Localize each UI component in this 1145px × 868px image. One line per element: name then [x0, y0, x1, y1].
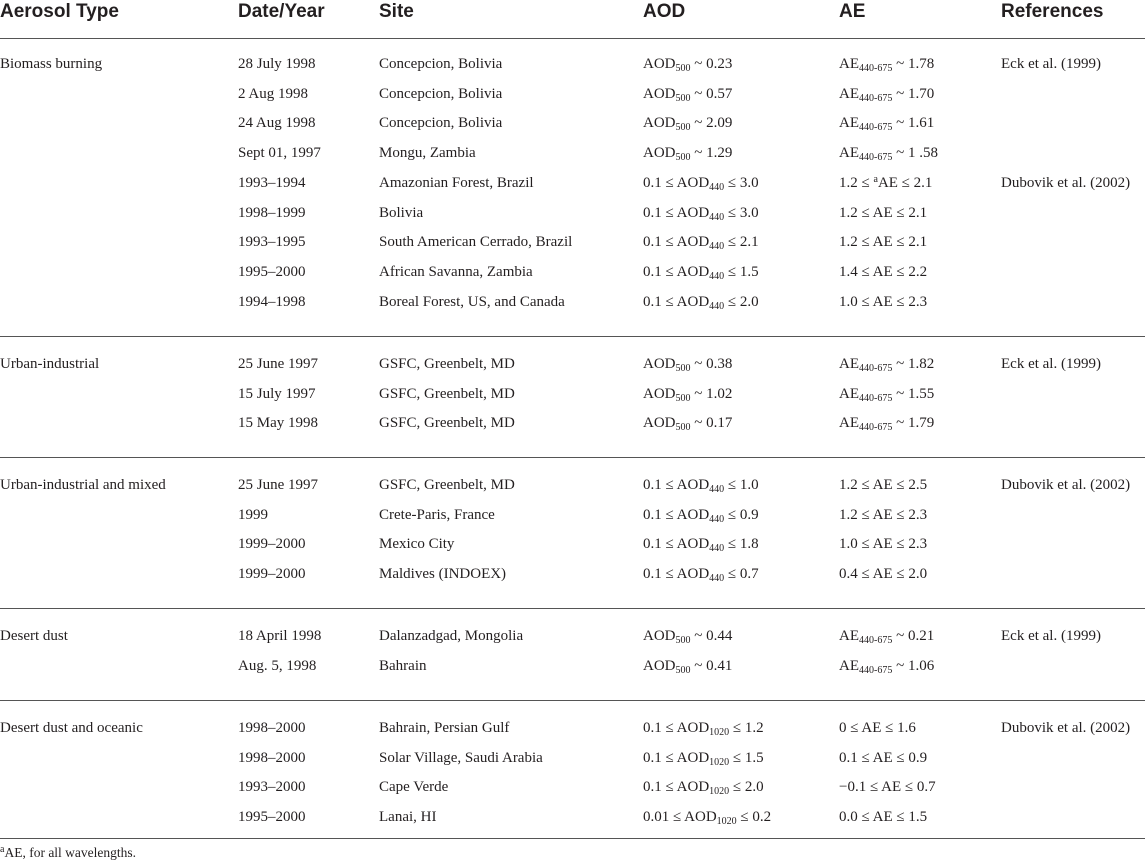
date-cell: 1994–1998: [238, 294, 306, 310]
aod-cell: [643, 808, 771, 826]
ae-cell: [839, 385, 934, 403]
aod-cell-text: AOD: [643, 115, 676, 131]
aod-cell-text-end: ≤ 3.0: [724, 205, 759, 221]
ae-cell: [839, 85, 934, 103]
ae-cell-text: AE: [839, 56, 859, 72]
site-cell: Dalanzadgad, Mongolia: [379, 628, 524, 644]
footnote-mark: a: [0, 844, 5, 855]
site-cell: South American Cerrado, Brazil: [379, 234, 573, 250]
footnote-text: AE, for all wavelengths.: [4, 845, 137, 860]
aod-cell-text: AOD: [643, 56, 676, 72]
ae-cell-text-end: ~ 1.61: [892, 115, 935, 131]
reference-cell: Dubovik et al. (2002): [1001, 720, 1131, 736]
aod-cell-text-end: ≤ 3.0: [724, 175, 759, 191]
aod-cell-subscript: 500: [675, 422, 691, 433]
aod-cell: [643, 355, 732, 373]
aod-cell-text-end: ≤ 0.7: [724, 566, 759, 582]
ae-cell-subscript: 440-675: [859, 363, 893, 374]
aod-cell: [643, 385, 732, 403]
group-divider: [0, 336, 1145, 337]
aod-cell-text: 0.1 ≤ AOD: [643, 536, 710, 552]
site-cell: Bahrain, Persian Gulf: [379, 720, 510, 736]
date-cell: 1995–2000: [238, 809, 306, 825]
date-cell: 1998–2000: [238, 720, 306, 736]
ae-cell-text: AE: [839, 415, 859, 431]
aod-cell: [643, 263, 759, 281]
ae-cell-text: 0 ≤ AE ≤ 1.6: [839, 720, 916, 736]
aod-cell-text-end: ≤ 2.0: [729, 779, 764, 795]
aod-cell: [643, 565, 759, 583]
aod-cell-subscript: 440: [709, 271, 725, 282]
site-cell: Boreal Forest, US, and Canada: [379, 294, 565, 310]
ae-cell-subscript: 440-675: [859, 152, 893, 163]
aod-cell-text-end: ≤ 1.5: [724, 264, 759, 280]
date-cell: 1999: [238, 507, 268, 523]
date-cell: 1993–1995: [238, 234, 306, 250]
ae-cell-text-end: ~ 1.82: [892, 356, 935, 372]
aod-cell: [643, 749, 764, 767]
site-cell: Bolivia: [379, 205, 424, 221]
aod-cell-text-end: ~ 2.09: [690, 115, 733, 131]
aod-cell-text: AOD: [643, 386, 676, 402]
aod-cell: [643, 114, 732, 132]
date-cell: 25 June 1997: [238, 356, 318, 372]
aod-cell-subscript: 440: [709, 301, 725, 312]
aod-cell-text: 0.1 ≤ AOD: [643, 294, 710, 310]
ae-cell: [839, 749, 927, 767]
header-ae: AE: [839, 1, 866, 22]
aod-cell: [643, 719, 764, 737]
site-cell: Bahrain: [379, 658, 427, 674]
ae-cell-text: −0.1 ≤ AE ≤ 0.7: [839, 779, 936, 795]
date-cell: Sept 01, 1997: [238, 145, 321, 161]
ae-cell: [839, 657, 934, 675]
ae-cell-text: 0.4 ≤ AE ≤ 2.0: [839, 566, 928, 582]
ae-cell-text: 1.2 ≤: [839, 175, 874, 191]
site-cell: GSFC, Greenbelt, MD: [379, 356, 515, 372]
aod-cell-subscript: 1020: [709, 786, 730, 797]
ae-cell: [839, 808, 927, 826]
aod-cell-text: AOD: [643, 628, 676, 644]
aerosol-type-label: Urban-industrial and mixed: [0, 477, 166, 493]
date-cell: Aug. 5, 1998: [238, 658, 317, 674]
ae-cell-text-end: ~ 1.70: [892, 86, 935, 102]
aod-cell-text-end: ≤ 1.0: [724, 477, 759, 493]
aerosol-type-label: Urban-industrial: [0, 356, 100, 372]
ae-cell: [839, 627, 934, 645]
ae-cell: [839, 565, 927, 583]
date-cell: 28 July 1998: [238, 56, 316, 72]
aerosol-type-label: Desert dust and oceanic: [0, 720, 143, 736]
aod-cell-subscript: 500: [675, 152, 691, 163]
aod-cell-subscript: 500: [675, 665, 691, 676]
aod-cell: [643, 293, 759, 311]
ae-cell-text: AE: [839, 628, 859, 644]
aod-cell-text-end: ≤ 1.2: [729, 720, 764, 736]
header-site: Site: [379, 1, 414, 22]
site-cell: GSFC, Greenbelt, MD: [379, 386, 515, 402]
date-cell: 24 Aug 1998: [238, 115, 316, 131]
aod-cell-text: 0.1 ≤ AOD: [643, 507, 710, 523]
site-cell: Solar Village, Saudi Arabia: [379, 750, 543, 766]
aod-cell: [643, 627, 732, 645]
aod-cell-text: 0.1 ≤ AOD: [643, 264, 710, 280]
reference-cell: Dubovik et al. (2002): [1001, 175, 1131, 191]
date-cell: 15 July 1997: [238, 386, 316, 402]
site-cell: Lanai, HI: [379, 809, 437, 825]
ae-cell-text: AE: [839, 386, 859, 402]
ae-cell: [839, 719, 916, 737]
reference-cell: Eck et al. (1999): [1001, 628, 1101, 644]
aod-cell-text-end: ~ 1.02: [690, 386, 733, 402]
ae-cell-text-end: ~ 1.78: [892, 56, 935, 72]
aod-cell: [643, 85, 732, 103]
ae-cell-text: 1.4 ≤ AE ≤ 2.2: [839, 264, 928, 280]
ae-cell-text: AE: [839, 86, 859, 102]
aod-cell-text: AOD: [643, 86, 676, 102]
aod-cell: [643, 204, 759, 222]
reference-cell: Dubovik et al. (2002): [1001, 477, 1131, 493]
date-cell: 1998–1999: [238, 205, 306, 221]
aod-cell-text: 0.1 ≤ AOD: [643, 720, 710, 736]
ae-cell: [839, 535, 927, 553]
ae-cell-text: AE: [839, 356, 859, 372]
ae-cell: [839, 293, 927, 311]
group-divider: [0, 608, 1145, 609]
date-cell: 15 May 1998: [238, 415, 318, 431]
header-aerosol-type: Aerosol Type: [0, 1, 119, 22]
aod-cell-text: 0.01 ≤ AOD: [643, 809, 717, 825]
aod-cell-subscript: 500: [675, 122, 691, 133]
ae-cell: [839, 476, 927, 494]
aod-cell-subscript: 440: [709, 514, 725, 525]
aod-cell: [643, 414, 732, 432]
aod-cell-subscript: 500: [675, 93, 691, 104]
aod-cell-subscript: 500: [675, 363, 691, 374]
aod-cell-text: 0.1 ≤ AOD: [643, 477, 710, 493]
site-cell: Maldives (INDOEX): [379, 566, 507, 582]
ae-cell: [839, 174, 932, 192]
ae-cell: [839, 778, 936, 796]
ae-cell: [839, 355, 934, 373]
aod-cell-text-end: ≤ 0.2: [736, 809, 772, 825]
ae-cell-text-end: ~ 1 .58: [892, 145, 938, 161]
ae-cell-text: AE: [839, 145, 859, 161]
ae-cell-subscript: 440-675: [859, 422, 893, 433]
ae-cell-text: 1.2 ≤ AE ≤ 2.1: [839, 234, 928, 250]
aod-cell-text-end: ≤ 0.9: [724, 507, 759, 523]
site-cell: Amazonian Forest, Brazil: [379, 175, 534, 191]
aod-cell-text-end: ~ 0.23: [690, 56, 733, 72]
aod-cell: [643, 55, 732, 73]
date-cell: 2 Aug 1998: [238, 86, 309, 102]
aod-cell-text-end: ~ 0.41: [690, 658, 733, 674]
aerosol-type-label: Biomass burning: [0, 56, 103, 72]
date-cell: 1995–2000: [238, 264, 306, 280]
ae-cell: [839, 144, 938, 162]
aod-cell: [643, 778, 764, 796]
aod-cell-subscript: 500: [675, 635, 691, 646]
date-cell: 1998–2000: [238, 750, 306, 766]
ae-cell-text-end: ~ 1.06: [892, 658, 935, 674]
ae-cell-subscript: 440-675: [859, 635, 893, 646]
aod-cell-text: AOD: [643, 145, 676, 161]
aod-cell-text-end: ~ 0.44: [690, 628, 733, 644]
header-references: References: [1001, 1, 1104, 22]
site-cell: Mexico City: [379, 536, 455, 552]
aod-cell-text: AOD: [643, 356, 676, 372]
ae-cell-text: 1.2 ≤ AE ≤ 2.1: [839, 205, 928, 221]
aod-cell-text-end: ~ 0.17: [690, 415, 733, 431]
reference-cell: Eck et al. (1999): [1001, 356, 1101, 372]
date-cell: 18 April 1998: [238, 628, 322, 644]
ae-cell-text: 1.0 ≤ AE ≤ 2.3: [839, 294, 928, 310]
aod-cell-subscript: 500: [675, 63, 691, 74]
group-divider: [0, 838, 1145, 839]
aod-cell: [643, 233, 759, 251]
aod-cell-text: AOD: [643, 415, 676, 431]
aod-cell-text: 0.1 ≤ AOD: [643, 779, 710, 795]
site-cell: Cape Verde: [379, 779, 449, 795]
ae-cell-text-end: ~ 1.79: [892, 415, 935, 431]
date-cell: 1993–2000: [238, 779, 306, 795]
ae-cell-text: AE: [839, 115, 859, 131]
aod-cell-subscript: 440: [709, 182, 725, 193]
aod-cell-text-end: ≤ 1.5: [729, 750, 764, 766]
site-cell: Crete-Paris, France: [379, 507, 495, 523]
aod-cell-text: 0.1 ≤ AOD: [643, 234, 710, 250]
header-rule: [0, 38, 1145, 39]
aod-cell-subscript: 1020: [709, 757, 730, 768]
ae-cell-text: 1.2 ≤ AE ≤ 2.3: [839, 507, 928, 523]
reference-cell: Eck et al. (1999): [1001, 56, 1101, 72]
date-cell: 1999–2000: [238, 566, 306, 582]
ae-cell-subscript: 440-675: [859, 63, 893, 74]
ae-cell: [839, 204, 927, 222]
aerosol-type-label: Desert dust: [0, 628, 68, 644]
site-cell: Concepcion, Bolivia: [379, 115, 503, 131]
ae-cell-text-end: AE ≤ 2.1: [877, 175, 933, 191]
site-cell: African Savanna, Zambia: [379, 264, 533, 280]
aod-cell-subscript: 500: [675, 393, 691, 404]
ae-cell-text: 0.0 ≤ AE ≤ 1.5: [839, 809, 928, 825]
group-divider: [0, 457, 1145, 458]
site-cell: GSFC, Greenbelt, MD: [379, 477, 515, 493]
aod-cell: [643, 144, 732, 162]
aod-cell-text-end: ≤ 2.0: [724, 294, 759, 310]
aod-cell-text: 0.1 ≤ AOD: [643, 750, 710, 766]
ae-cell: [839, 114, 934, 132]
ae-cell: [839, 233, 927, 251]
aod-cell: [643, 476, 759, 494]
ae-cell-text: 1.2 ≤ AE ≤ 2.5: [839, 477, 928, 493]
aod-cell: [643, 174, 759, 192]
aod-cell-text: AOD: [643, 658, 676, 674]
ae-cell-text-end: ~ 0.21: [892, 628, 935, 644]
aod-cell-subscript: 440: [709, 573, 725, 584]
ae-cell-subscript: 440-675: [859, 122, 893, 133]
site-cell: Concepcion, Bolivia: [379, 86, 503, 102]
aod-cell-text: 0.1 ≤ AOD: [643, 205, 710, 221]
site-cell: Mongu, Zambia: [379, 145, 476, 161]
ae-cell-subscript: 440-675: [859, 665, 893, 676]
ae-cell-text-end: ~ 1.55: [892, 386, 935, 402]
site-cell: Concepcion, Bolivia: [379, 56, 503, 72]
date-cell: 25 June 1997: [238, 477, 318, 493]
aod-cell-text-end: ≤ 1.8: [724, 536, 759, 552]
ae-cell: [839, 55, 934, 73]
group-divider: [0, 700, 1145, 701]
aod-cell-text: 0.1 ≤ AOD: [643, 175, 710, 191]
date-cell: 1993–1994: [238, 175, 306, 191]
aod-cell: [643, 506, 759, 524]
site-cell: GSFC, Greenbelt, MD: [379, 415, 515, 431]
ae-cell: [839, 414, 934, 432]
aod-cell-subscript: 440: [709, 212, 725, 223]
aod-cell-subscript: 440: [709, 484, 725, 495]
header-date-year: Date/Year: [238, 1, 325, 22]
ae-cell-text: 0.1 ≤ AE ≤ 0.9: [839, 750, 928, 766]
table-header: [0, 0, 1145, 42]
aod-cell-text-end: ≤ 2.1: [724, 234, 759, 250]
date-cell: 1999–2000: [238, 536, 306, 552]
ae-cell-text: 1.0 ≤ AE ≤ 2.3: [839, 536, 928, 552]
ae-cell: [839, 506, 927, 524]
aod-cell: [643, 657, 732, 675]
aod-cell-text-end: ~ 0.57: [690, 86, 733, 102]
footnote: [0, 845, 136, 861]
ae-cell-superscript: a: [873, 174, 878, 185]
aod-cell-subscript: 1020: [716, 816, 737, 827]
aod-cell: [643, 535, 759, 553]
ae-cell-text: AE: [839, 658, 859, 674]
aod-cell-text: 0.1 ≤ AOD: [643, 566, 710, 582]
aod-cell-text-end: ~ 0.38: [690, 356, 733, 372]
header-aod: AOD: [643, 1, 686, 22]
aod-cell-text-end: ~ 1.29: [690, 145, 733, 161]
ae-cell: [839, 263, 927, 281]
ae-cell-subscript: 440-675: [859, 93, 893, 104]
ae-cell-subscript: 440-675: [859, 393, 893, 404]
aod-cell-subscript: 440: [709, 241, 725, 252]
aod-cell-subscript: 1020: [709, 727, 730, 738]
aod-cell-subscript: 440: [709, 543, 725, 554]
